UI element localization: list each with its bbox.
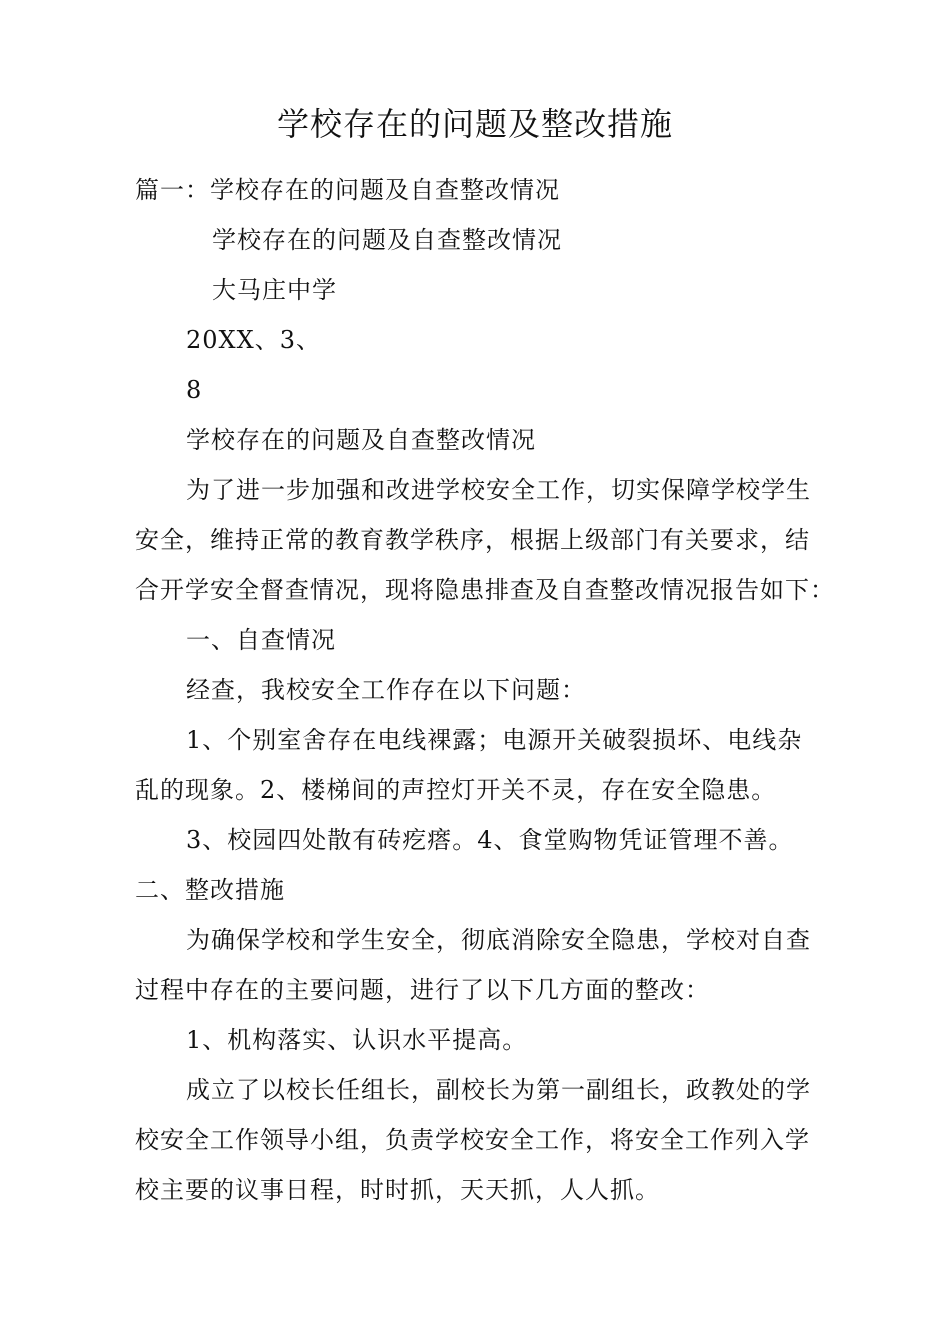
section-heading-measures: 二、整改措施 [135,876,285,904]
paragraph-line: 成立了以校长任组长，副校长为第一副组长，政教处的学 [186,1076,811,1104]
paragraph-line: 为确保学校和学生安全，彻底消除安全隐患，学校对自查 [186,926,811,954]
document-title: 学校存在的问题及整改措施 [276,105,673,143]
paragraph-line: 为了进一步加强和改进学校安全工作，切实保障学校学生 [186,476,811,504]
paragraph-line: 合开学安全督查情况，现将隐患排查及自查整改情况报告如下： [135,576,835,604]
date-line-2: 8 [186,376,203,404]
list-item: 乱的现象。2、楼梯间的声控灯开关不灵，存在安全隐患。 [135,776,777,804]
section-heading-self-check: 一、自查情况 [186,626,336,654]
paragraph-line: 经查，我校安全工作存在以下问题： [186,676,586,704]
list-item: 3、校园四处散有砖疙瘩。4、食堂购物凭证管理不善。 [186,826,794,854]
section-heading-part-one: 篇一：学校存在的问题及自查整改情况 [135,176,560,204]
paragraph-line: 过程中存在的主要问题，进行了以下几方面的整改： [135,976,710,1004]
date-line-1: 20XX、3、 [186,326,321,354]
list-item: 1、机构落实、认识水平提高。 [186,1026,528,1054]
report-title: 学校存在的问题及自查整改情况 [186,426,536,454]
paragraph-line: 校主要的议事日程，时时抓，天天抓，人人抓。 [135,1176,660,1204]
paragraph-line: 安全，维持正常的教育教学秩序，根据上级部门有关要求，结 [135,526,810,554]
sub-title: 学校存在的问题及自查整改情况 [212,226,562,254]
school-name: 大马庄中学 [212,276,337,304]
list-item: 1、个别室舍存在电线裸露；电源开关破裂损坏、电线杂 [186,726,803,754]
paragraph-line: 校安全工作领导小组，负责学校安全工作，将安全工作列入学 [135,1126,810,1154]
